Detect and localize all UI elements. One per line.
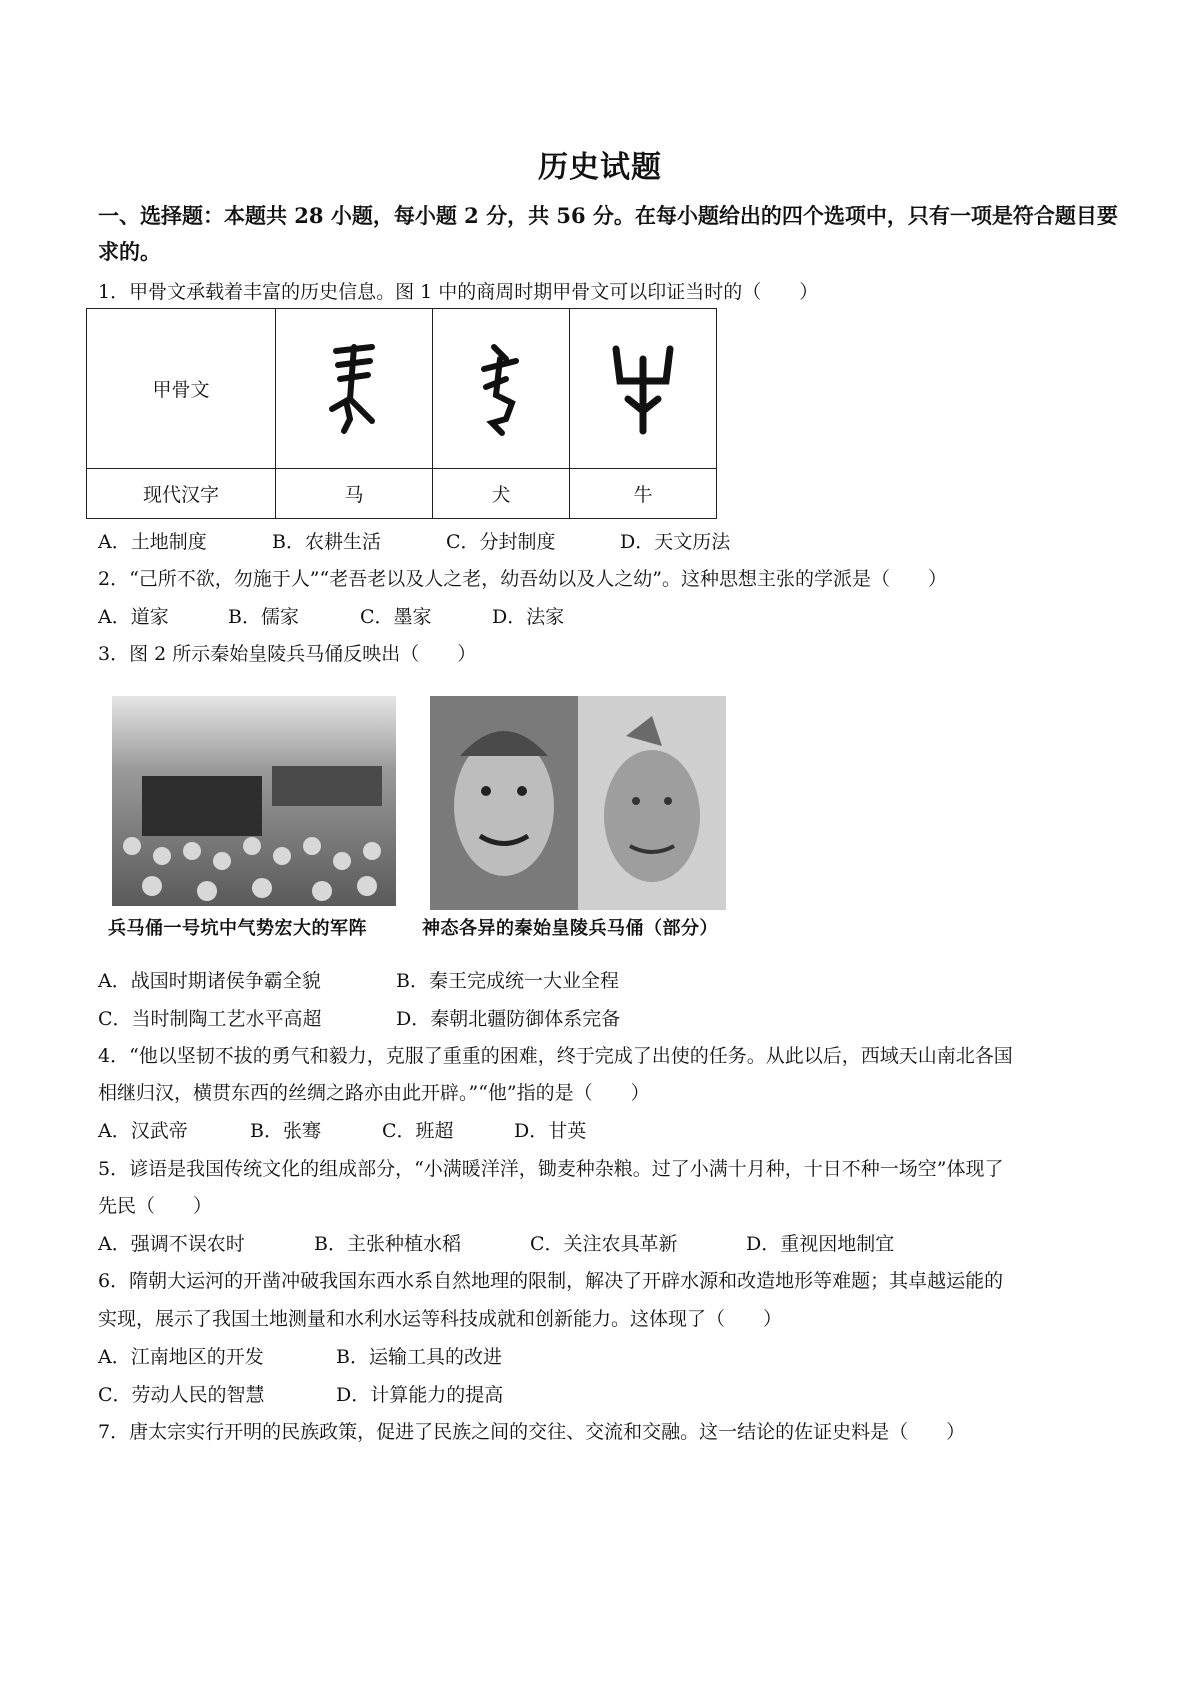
- q5-option-b[interactable]: B．主张种植水稻: [314, 1233, 461, 1255]
- q5-option-c[interactable]: C．关注农具革新: [530, 1233, 678, 1255]
- q5-stem-line1: 5．谚语是我国传统文化的组成部分，“小满暖洋洋，锄麦种杂粮。过了小满十月种，十日不种一场空”体现了: [98, 1158, 1004, 1180]
- q3-option-c[interactable]: C．当时制陶工艺水平高超: [98, 1008, 322, 1030]
- q5-option-a[interactable]: A．强调不误农时: [98, 1233, 245, 1255]
- q6-options-row1: [98, 1344, 502, 1370]
- terracotta-army-pit-photo: [108, 688, 400, 938]
- q3-stem: 3．图 2 所示秦始皇陵兵马俑反映出（ ）: [98, 643, 477, 665]
- q1-option-b[interactable]: B．农耕生活: [272, 531, 381, 553]
- q2-option-c[interactable]: C．墨家: [360, 606, 432, 628]
- q6-stem-line2: 实现，展示了我国土地测量和水利水运等科技成就和创新能力。这体现了（ ）: [98, 1308, 783, 1330]
- q1-stem: 1．甲骨文承载着丰富的历史信息。图 1 中的商周时期甲骨文可以印证当时的（ ）: [98, 281, 819, 303]
- q3-options-row1: [98, 968, 619, 994]
- q1-option-a[interactable]: A．土地制度: [98, 531, 207, 553]
- q7-stem: 7．唐太宗实行开明的民族政策，促进了民族之间的交往、交流和交融。这一结论的佐证史料是（ ）: [98, 1421, 966, 1443]
- oracle-glyph-horse: [276, 309, 433, 469]
- q2-stem: 2．“己所不欲，勿施于人”“老吾老以及人之老，幼吾幼以及人之幼”。这种思想主张的学派是（ ）: [98, 568, 947, 590]
- q6-option-c[interactable]: C．劳动人民的智慧: [98, 1384, 265, 1406]
- q6-option-b[interactable]: B．运输工具的改进: [336, 1346, 502, 1368]
- q4-option-d[interactable]: D．甘英: [514, 1120, 587, 1142]
- q3-option-a[interactable]: A．战国时期诸侯争霸全貌: [98, 970, 321, 992]
- q6-options-row2: [98, 1382, 503, 1408]
- modern-char-ox: 牛: [570, 469, 717, 519]
- modern-char-horse: 马: [276, 469, 433, 519]
- q6-stem-line1: 6．隋朝大运河的开凿冲破我国东西水系自然地理的限制，解决了开辟水源和改造地形等难题；其卓越运能的: [98, 1270, 1004, 1292]
- q4-option-c[interactable]: C．班超: [382, 1120, 454, 1142]
- terracotta-warrior-faces-photo: [418, 688, 740, 938]
- q1-option-d[interactable]: D．天文历法: [620, 531, 731, 553]
- q6-option-a[interactable]: A．江南地区的开发: [98, 1346, 264, 1368]
- q3-option-d[interactable]: D．秦朝北疆防御体系完备: [396, 1008, 621, 1030]
- q5-options: [98, 1231, 894, 1257]
- oracle-bone-table: [86, 308, 717, 519]
- q3-option-b[interactable]: B．秦王完成统一大业全程: [396, 970, 619, 992]
- q1-option-c[interactable]: C．分封制度: [446, 531, 556, 553]
- q2-option-a[interactable]: A．道家: [98, 606, 169, 628]
- table-row-header-modern: 现代汉字: [87, 469, 276, 519]
- q5-stem-line2: 先民（ ）: [98, 1195, 213, 1217]
- q4-options: [98, 1118, 586, 1144]
- q3-options-row2: [98, 1006, 620, 1032]
- section-heading: 一、选择题：本题共 28 小题，每小题 2 分，共 56 分。在每小题给出的四个选项中，只有一项是符合题目要求的。: [98, 203, 1118, 264]
- table-row-header-oracle: 甲骨文: [87, 309, 276, 469]
- modern-char-dog: 犬: [433, 469, 570, 519]
- q2-option-b[interactable]: B．儒家: [228, 606, 299, 628]
- q2-options: [98, 604, 564, 630]
- figure-caption-left: 兵马俑一号坑中气势宏大的军阵: [108, 918, 367, 939]
- q4-stem-line2: 相继归汉，横贯东西的丝绸之路亦由此开辟。”“他”指的是（ ）: [98, 1082, 650, 1104]
- q4-option-b[interactable]: B．张骞: [250, 1120, 321, 1142]
- q4-option-a[interactable]: A．汉武帝: [98, 1120, 188, 1142]
- q5-option-d[interactable]: D．重视因地制宜: [746, 1233, 895, 1255]
- q4-stem-line1: 4．“他以坚韧不拔的勇气和毅力，克服了重重的困难，终于完成了出使的任务。从此以后，西域天山南北各国: [98, 1045, 1013, 1067]
- page-title: 历史试题: [538, 150, 662, 185]
- oracle-glyph-ox: [570, 309, 717, 469]
- q2-option-d[interactable]: D．法家: [492, 606, 565, 628]
- oracle-glyph-dog: [433, 309, 570, 469]
- q6-option-d[interactable]: D．计算能力的提高: [336, 1384, 504, 1406]
- figure-caption-right: 神态各异的秦始皇陵兵马俑（部分）: [422, 918, 718, 939]
- q1-options: [98, 529, 730, 555]
